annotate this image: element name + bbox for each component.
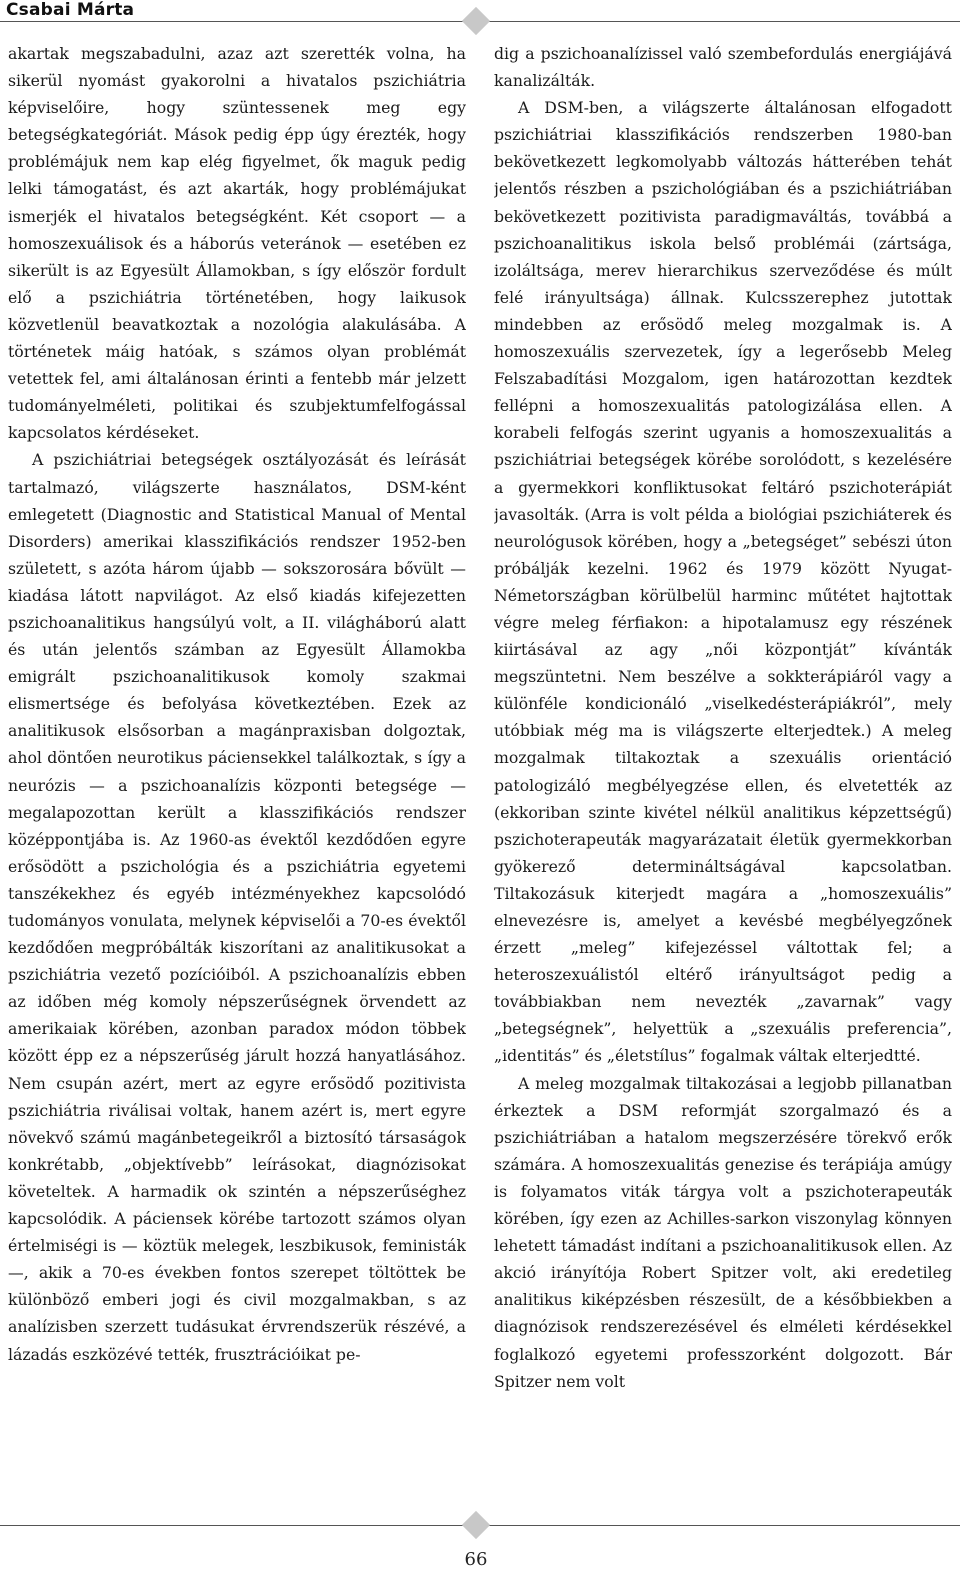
right-paragraph-1: dig a pszichoanalízissel való szembefordulás energiájává kanalizálták. (494, 44, 952, 91)
right-column (494, 40, 952, 1480)
header-diamond-ornament (462, 7, 490, 35)
left-paragraph-2: A pszichiátriai betegségek osztályozását és leírását tartalmazó, világszerte használatos, DSM-ként emlegetett (Diagnostic and Statistical Manual of Mental Disorders) amerikai klasszifikációs rendszer 1952-ben született, s azóta három újabb — sokszorosára bővült — kiadása látott napvilágot. Az első kiadás kifejezetten pszichoanalitikus hangsúlyú volt, a II. világháború alatt és után jelentős számban az Egyesült Államokba emigrált pszichoanalitikusok komoly szakmai elismertsége és befolyása következtében. Ezek az analitikusok elsősorban a magánpraxisban dolgoztak, ahol döntően neurotikus páciensekkel találkoztak, s így a neurózis — a pszichoanalízis központi betegsége — megalapozottan került a klasszifikációs rendszer középpontjába is. Az 1960-as évektől kezdődően egyre erősödött a pszichológia és a pszichiátria egyetemi tanszékekhez és egyéb intézményekhez kapcsolódó tudományos vonulata, melynek képviselői a 70-es évektől kezdődően megpróbálták kiszorítani az analitikusokat a pszichiátria vezető pozícióiból. A pszichoanalízis ebben az időben még komoly népszerűségnek örvendett az amerikaiak körében, azonban paradox módon többek között épp ez a népszerűség járult hozzá hanyatlásához. Nem csupán azért, mert az egyre erősödő pozitivista pszichiátria riválisai voltak, hanem azért is, mert egyre növekvő számú magánbetegeikről a biztosító társaságok konkrétabb, „objektívebb” leírásokat, diagnózisokat követeltek. A harmadik ok szintén a népszerűséghez kapcsolódik. A páciensek körébe tartozott számos olyan értelmiségi is — köztük melegek, leszbikusok, feministák —, akik a 70-es években fontos szerepet töltöttek be különböző emberi jogi és civil mozgalmakban, s az analízisben szerzett tudásukat érvrendszerük részévé, a lázadás eszközévé tették, frusztrációikat pe- (8, 450, 466, 1364)
right-paragraph-2: A DSM-ben, a világszerte általánosan elfogadott pszichiátriai klasszifikációs rendszerben 1980-ban bekövetkezett legkomolyabb változás hátterében tehát jelentős részben a pszichológiában és a pszichiátriában bekövetkezett pozitivista paradigmaváltás, továbbá a pszichoanalitikus iskola belső problémái (zártsága, izoláltsága, merev hierarchikus szerveződése és múlt felé irányultsága) állnak. Kulcsszerephez jutottak mindebben az erősödő meleg mozgalmak is. A homoszexuális szervezetek, így a legerősebb Meleg Felszabadítási Mozgalom, igen határozottan kezdtek fellépni a homoszexualitás patologizálása ellen. A korabeli felfogás szerint ugyanis a homoszexualitás a pszichiátriai betegségek körébe sorolódott, s kezelésére a gyermekkori konfliktusokat feltáró pszichoterápiát javasolták. (Arra is volt példa a biológiai pszichiáterek és neurológusok körében, hogy a „betegséget” sebészi úton próbálják kezelni. 1962 és 1979 között Nyugat-Németországban körülbelül harminc műtétet hajtottak végre meleg férfiakon: a hipotalamusz egy részének kiirtásával az agy „női központját” kívánták megszüntetni. Nem beszélve a sokkterápiáról vagy a különféle kondicionáló „viselkedésterápiákról”, mely utóbbiak még ma is világszerte elterjedtek.) A meleg mozgalmak tiltakoztak a szexuális orientáció patologizáló megbélyegzése ellen, és elvetették az (ekkoriban szinte kivétel nélkül analitikus képzettségű) pszichoterapeuták magyarázatait életük gyermekkorban gyökerező determináltságával kapcsolatban. Tiltakozásuk kiterjedt magára a „homoszexuális” elnevezésre is, amelyet a kevésbé megbélyegzőnek érzett „meleg” kifejezéssel váltottak fel; a heteroszexuálistól eltérő irányultságot pedig a továbbiakban nem nevezték „zavarnak” vagy „betegségnek”, helyettük a „szexuális preferencia”, „identitás” és „életstílus” fogalmak váltak elterjedtté. (494, 98, 952, 1066)
page-number: 66 (464, 1549, 488, 1570)
left-paragraph-1: akartak megszabadulni, azaz azt szerették volna, ha sikerül nyomást gyakorolni a hivatalos pszichiátria képviselőire, hogy szüntessenek meg egy betegségkategóriát. Mások pedig épp úgy érezték, hogy problémájuk nem kap elég figyelmet, ők maguk pedig lelki támogatást, és azt akarták, hogy problémájukat ismerjék el hivatalos betegségként. Két csoport — a homoszexuálisok és a háborús veteránok — esetében ez sikerült is az Egyesült Államokban, s így először fordult elő a pszichiátria történetében, hogy laikusok közvetlenül beavatkoztak a nozológia alakulásába. A történetek máig hatóak, s számos olyan problémát vetettek fel, ami általánosan érinti a fentebb már jelzett tudományelméleti, politikai és szubjektumfelfogással kapcsolatos kérdéseket. (8, 44, 466, 443)
running-header-author: Csabai Márta (6, 0, 135, 20)
footer-diamond-ornament (462, 1511, 490, 1539)
left-column (8, 40, 466, 1480)
right-paragraph-3: A meleg mozgalmak tiltakozásai a legjobb pillanatban érkeztek a DSM reformját szorgalmazó és a pszichiátriában a hatalom megszerzésére törekvő erők számára. A homoszexualitás genezise és terápiája amúgy is folyamatos viták tárgya volt a pszichoterapeuták körében, így ezen az Achilles-sarkon viszonylag könnyen lehetett támadást indítani a pszichoanalitikusok ellen. Az akció irányítója Robert Spitzer volt, aki eredetileg analitikus kiképzésben részesült, de a későbbiekben a diagnózisok rendszerezésével és elméleti kérdésekkel foglalkozó egyetemi professzorként dolgozott. Bár Spitzer nem volt (494, 1073, 952, 1391)
